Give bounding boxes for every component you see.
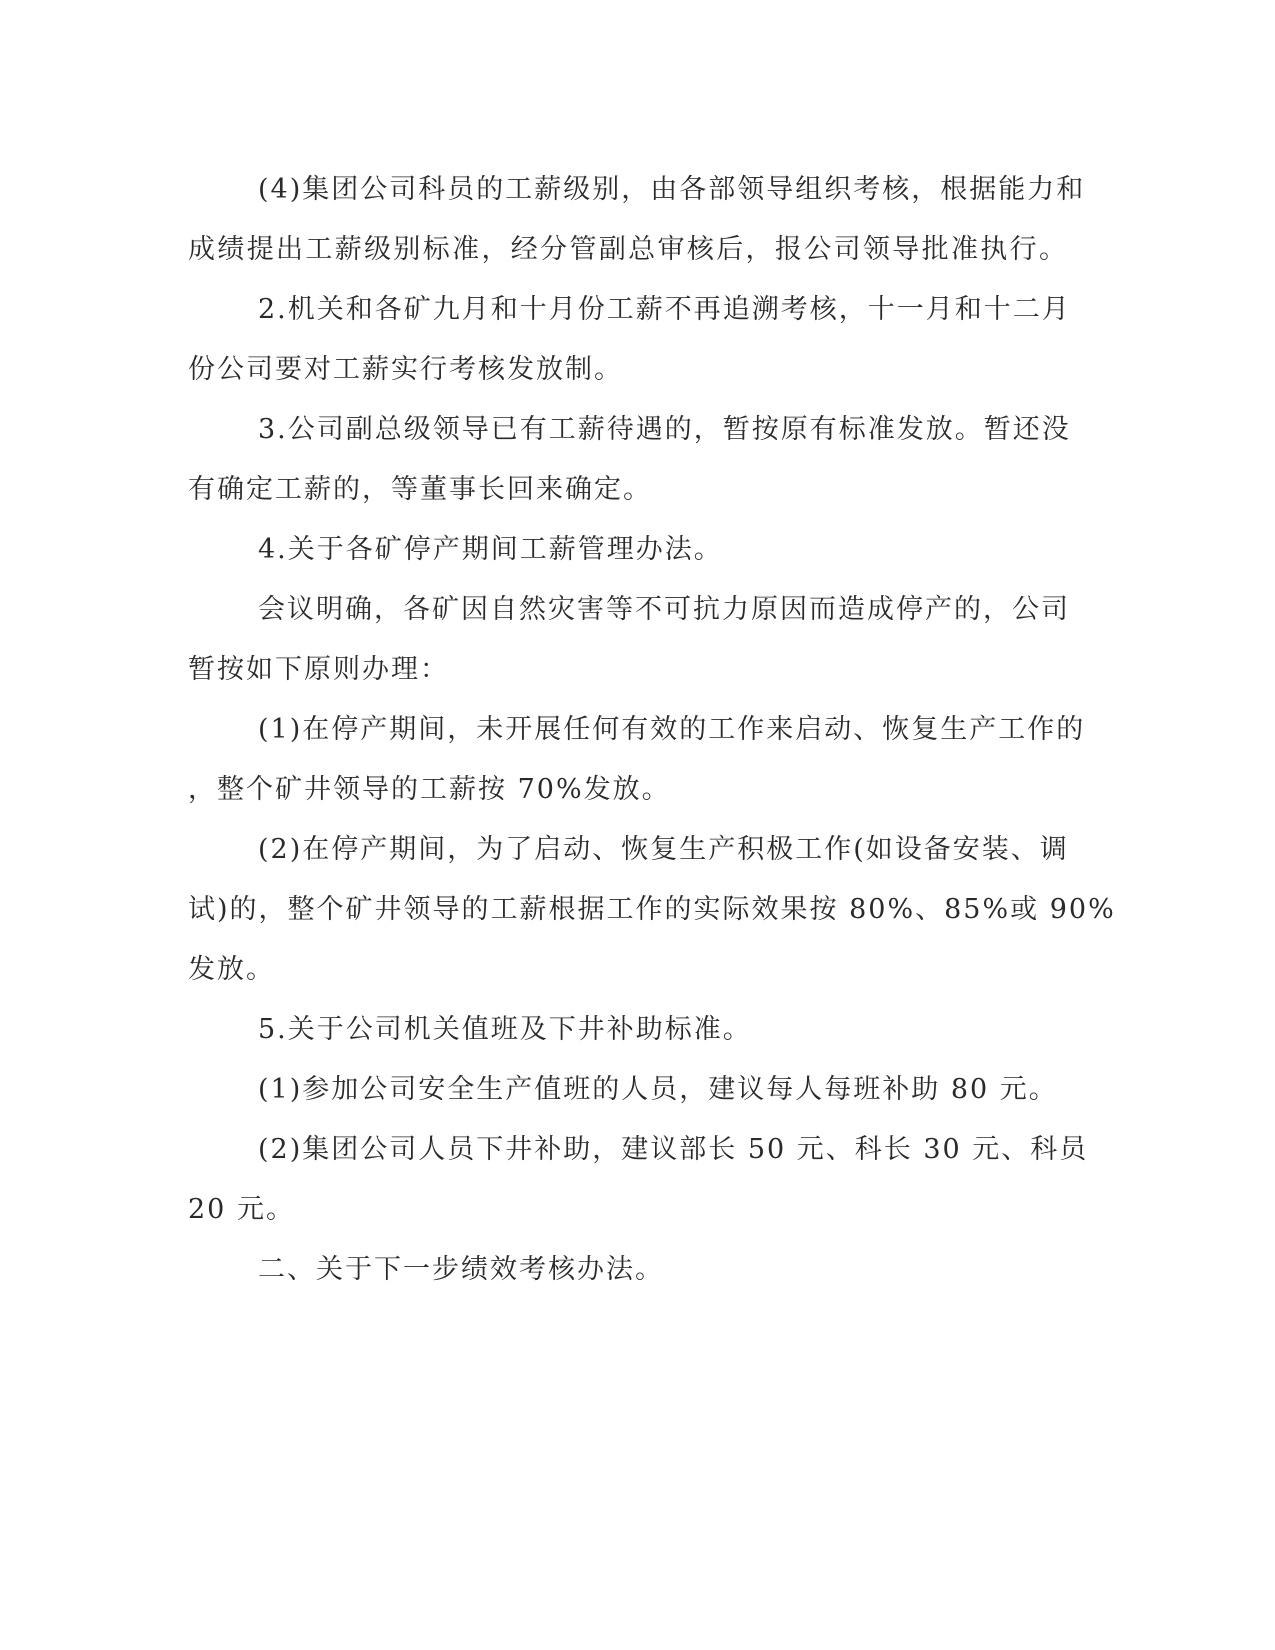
- paragraph-line: 有确定工薪的，等董事长回来确定。: [188, 474, 652, 505]
- paragraph-line: ，整个矿井领导的工薪按 70%发放。: [188, 774, 671, 805]
- paragraph-line: (2)在停产期间，为了启动、恢复生产积极工作(如设备安装、调: [258, 834, 1069, 865]
- paragraph-line: 2.机关和各矿九月和十月份工薪不再追溯考核，十一月和十二月: [258, 294, 1071, 325]
- paragraph-line: 3.公司副总级领导已有工薪待遇的，暂按原有标准发放。暂还没: [258, 414, 1071, 445]
- paragraph-line: 会议明确，各矿因自然灾害等不可抗力原因而造成停产的，公司: [258, 594, 1070, 625]
- paragraph-line: 5.关于公司机关值班及下井补助标准。: [258, 1014, 752, 1045]
- paragraph-line: 暂按如下原则办理：: [188, 654, 449, 685]
- paragraph-line: (4)集团公司科员的工薪级别，由各部领导组织考核，根据能力和: [258, 174, 1086, 205]
- paragraph-line: (1)参加公司安全生产值班的人员，建议每人每班补助 80 元。: [258, 1074, 1058, 1105]
- paragraph-line: 4.关于各矿停产期间工薪管理办法。: [258, 534, 723, 565]
- paragraph-line: 试)的，整个矿井领导的工薪根据工作的实际效果按 80%、85%或 90%: [188, 894, 1116, 925]
- paragraph-line: 份公司要对工薪实行考核发放制。: [188, 354, 623, 385]
- section-heading: 二、关于下一步绩效考核办法。: [258, 1254, 664, 1285]
- paragraph-line: 成绩提出工薪级别标准，经分管副总审核后，报公司领导批准执行。: [188, 234, 1068, 265]
- paragraph-line: 20 元。: [188, 1194, 295, 1225]
- document-body: [188, 160, 1116, 1300]
- paragraph-line: (2)集团公司人员下井补助，建议部长 50 元、科长 30 元、科员: [258, 1134, 1089, 1165]
- paragraph-line: (1)在停产期间，未开展任何有效的工作来启动、恢复生产工作的: [258, 714, 1086, 745]
- paragraph-line: 发放。: [188, 954, 275, 985]
